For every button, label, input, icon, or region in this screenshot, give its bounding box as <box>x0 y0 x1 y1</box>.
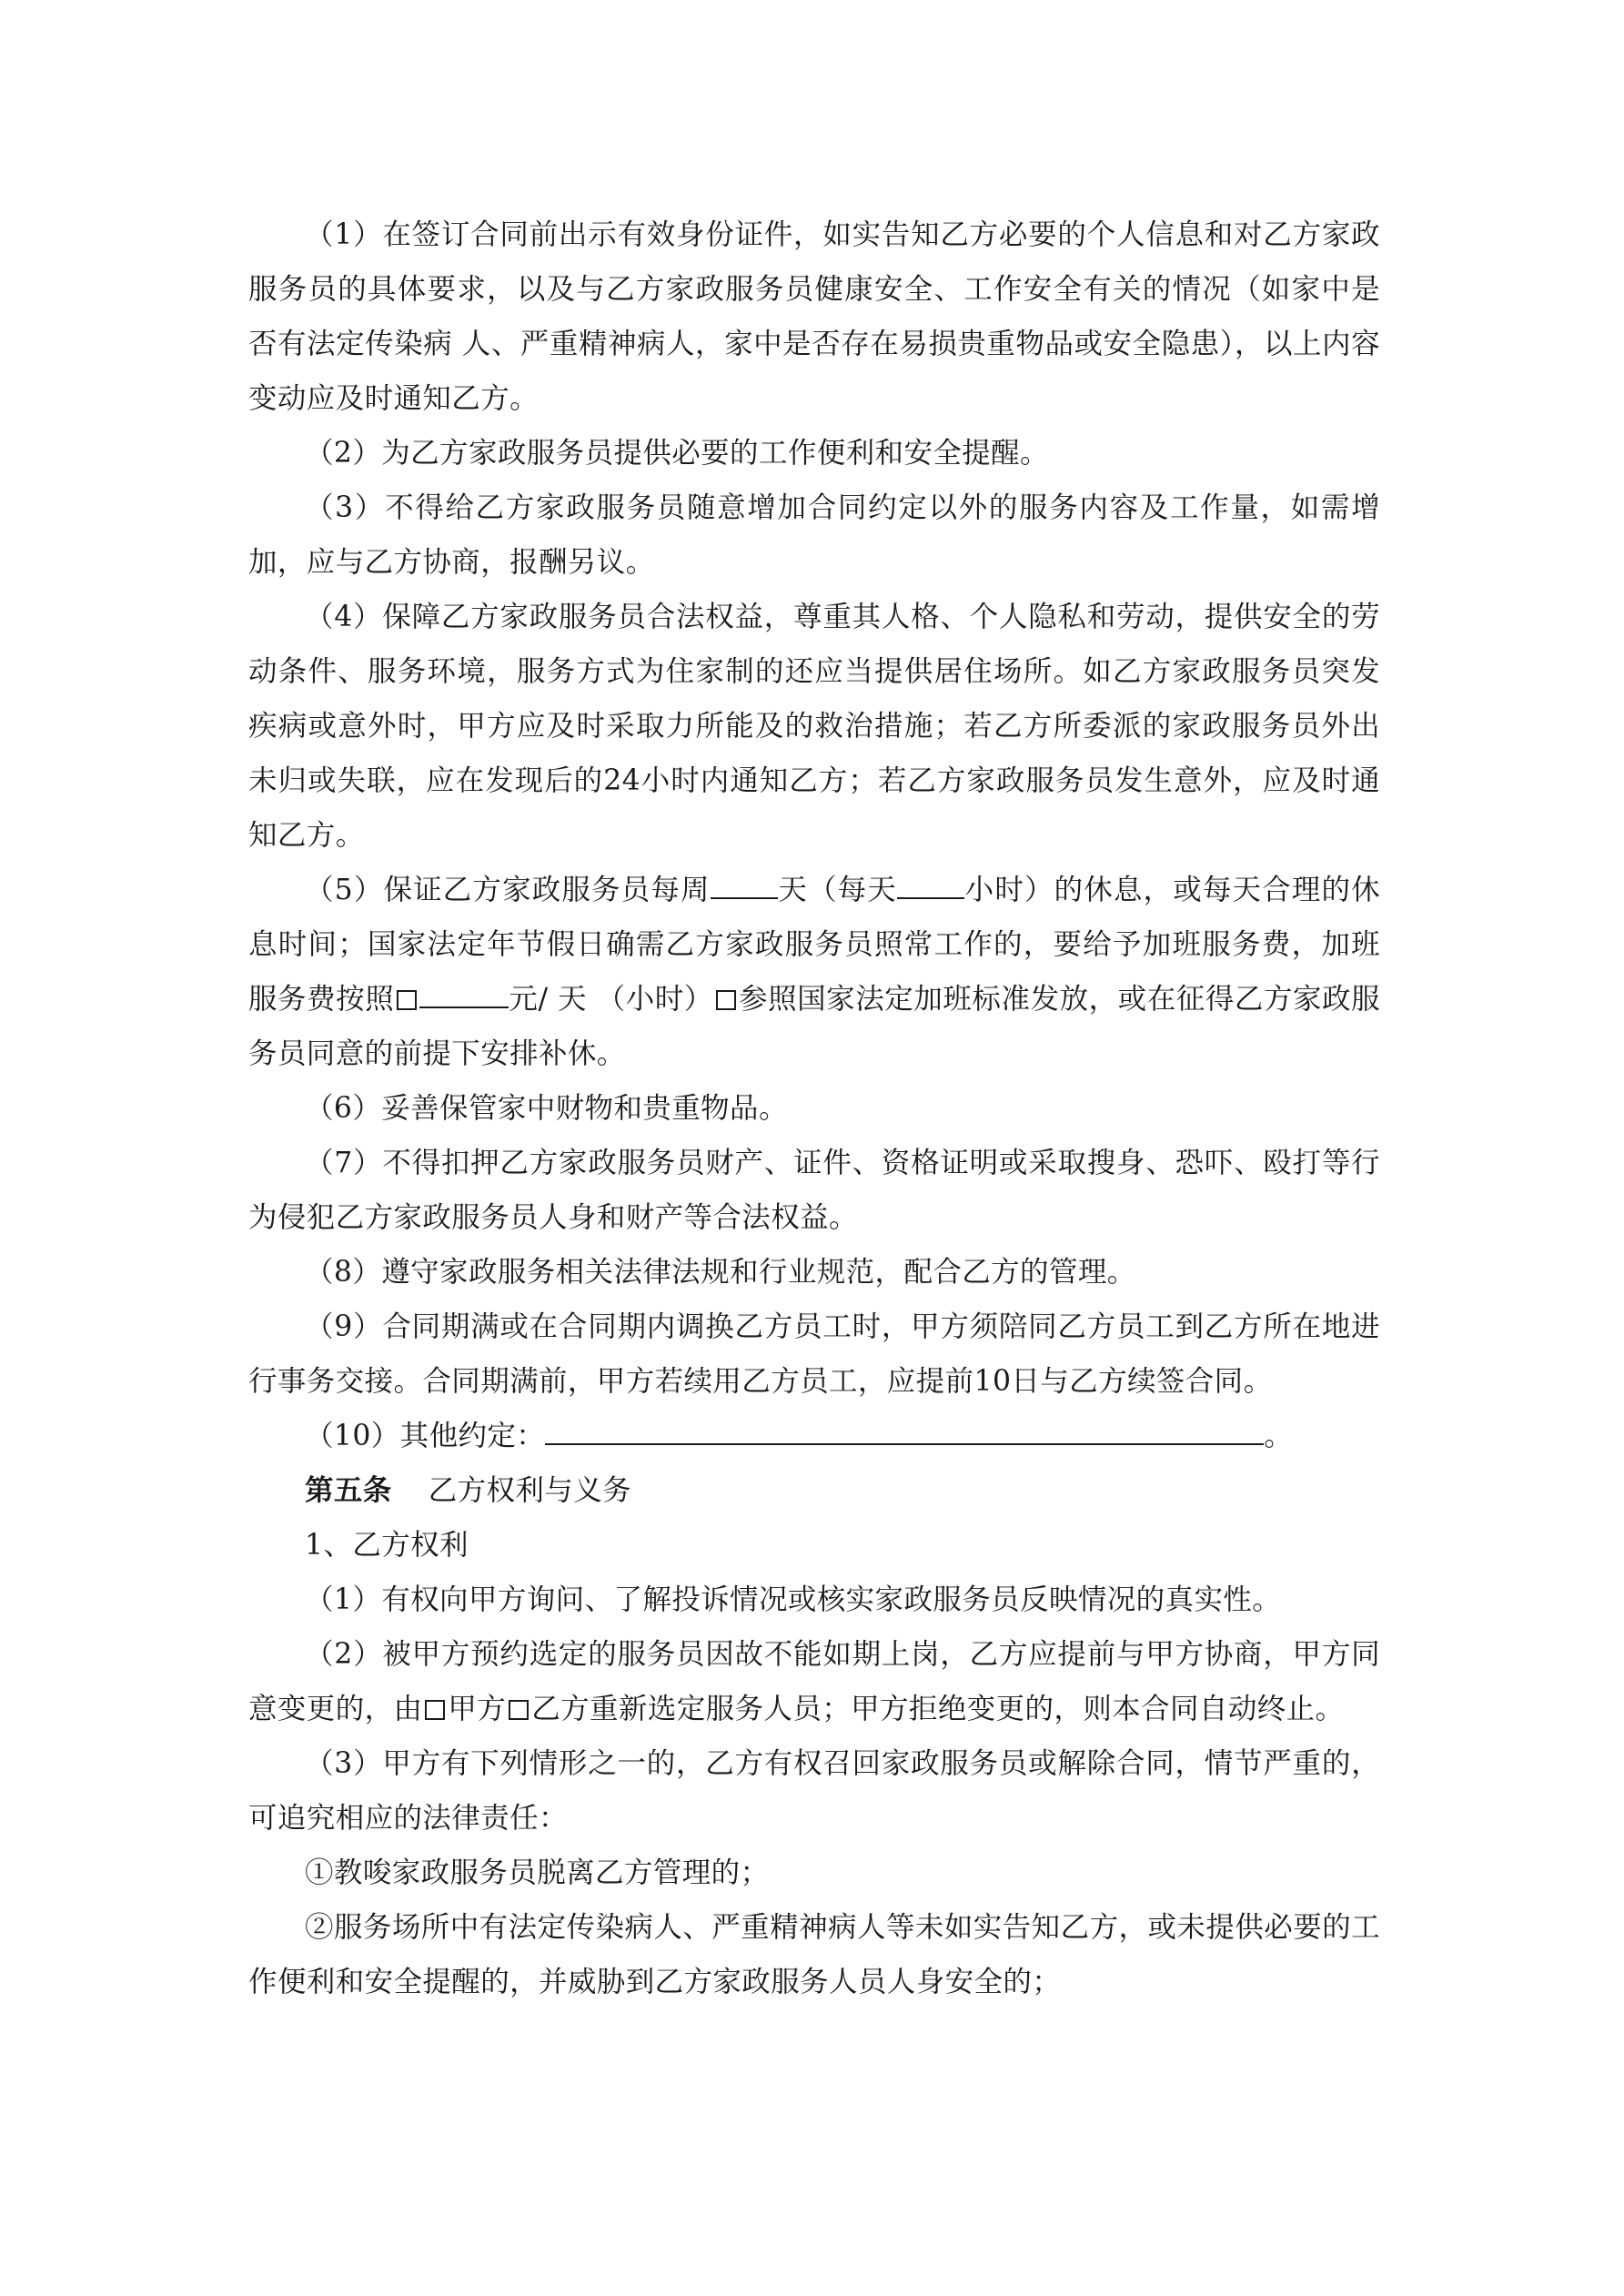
clause-2: （2）为乙方家政服务员提供必要的工作便利和安全提醒。 <box>305 437 1049 470</box>
rest-hours-blank[interactable] <box>897 870 964 899</box>
overtime-rate-blank[interactable] <box>419 979 509 1008</box>
checkbox-overtime-fixed[interactable] <box>397 990 417 1010</box>
right-2 <box>248 1627 1380 1736</box>
clause-10-text-a: （10）其他约定： <box>305 1420 546 1452</box>
checkbox-party-a[interactable] <box>425 1700 445 1720</box>
clause-6: （6）妥善保管家中财物和贵重物品。 <box>305 1092 788 1125</box>
article-5-heading <box>248 1463 1380 1518</box>
clause-5 <box>248 863 1380 1081</box>
other-terms-blank[interactable] <box>545 1416 1264 1445</box>
right-2-text-c: 乙方重新选定服务人员；甲方拒绝变更的，则本合同自动终止。 <box>531 1693 1345 1725</box>
checkbox-overtime-statutory[interactable] <box>716 990 736 1010</box>
right-2-text-a: （2）被甲方预约选定的服务员因故不能如期上岗，乙方应提前与甲方协商，甲方同意变更的，由 <box>248 1638 1380 1725</box>
clause-9: （9）合同期满或在合同期内调换乙方员工时，甲方须陪同乙方员工到乙方所在地进行事务交接。合同期满前，甲方若续用乙方员工，应提前10日与乙方续签合同。 <box>248 1310 1380 1398</box>
subsection-1-heading: 1、乙方权利 <box>305 1529 469 1562</box>
clause-5-text-b: 天（每天 <box>777 874 897 906</box>
clause-4: （4）保障乙方家政服务员合法权益，尊重其人格、个人隐私和劳动，提供安全的劳动条件、服务环境，服务方式为住家制的还应当提供居住场所。如乙方家政服务员突发疾病或意外时，甲方应及时采取力所能及的救治措施；若乙方所委派的家政服务员外出未归或失联，应在发现后的24小时内通知乙方；若乙方家政服务员发生意外，应及时通知乙方。 <box>248 601 1380 852</box>
clause-7: （7）不得扣押乙方家政服务员财产、证件、资格证明或采取搜身、恐吓、殴打等行为侵犯乙方家政服务员人身和财产等合法权益。 <box>248 1147 1380 1234</box>
clause-8: （8）遵守家政服务相关法律法规和行业规范，配合乙方的管理。 <box>305 1256 1136 1289</box>
clause-1: （1）在签订合同前出示有效身份证件，如实告知乙方必要的个人信息和对乙方家政服务员的具体要求，以及与乙方家政服务员健康安全、工作安全有关的情况（如家中是否有法定传染病 人、严重精神病人，家中是否存在易损贵重物品或安全隐患），以上内容变动应及时通知乙方。 <box>248 218 1380 415</box>
right-1: （1）有权向甲方询问、了解投诉情况或核实家政服务员反映情况的真实性。 <box>305 1583 1282 1616</box>
clause-5-text-c: 小时）的休息，或每天合理的休息时间；国家法定年节假日确需乙方家政服务员照常工作的，要给予加班服务费，加班服务费按照 <box>248 874 1380 1016</box>
clause-3: （3）不得给乙方家政服务员随意增加合同约定以外的服务内容及工作量，如需增加，应与乙方协商，报酬另议。 <box>248 491 1380 579</box>
checkbox-party-b[interactable] <box>509 1700 529 1720</box>
rest-days-blank[interactable] <box>711 870 778 899</box>
clause-10-text-b: 。 <box>1264 1420 1294 1452</box>
article-5-label: 第五条 <box>305 1473 392 1507</box>
clause-10 <box>248 1409 1380 1463</box>
clause-5-text-a: （5）保证乙方家政服务员每周 <box>305 874 711 906</box>
clause-5-text-d: 元/ 天 （小时） <box>509 983 713 1016</box>
clause-5-text-e: 参照国家法定加班标准发放，或在征得乙方家政服务员同意的前提下安排补休。 <box>248 983 1380 1070</box>
circumstance-1: ①教唆家政服务员脱离乙方管理的； <box>305 1856 770 1889</box>
article-5-title: 乙方权利与义务 <box>428 1474 632 1507</box>
right-3: （3）甲方有下列情形之一的，乙方有权召回家政服务员或解除合同，情节严重的，可追究相应的法律责任： <box>248 1747 1380 1835</box>
document-body <box>248 207 1380 2009</box>
circumstance-2: ②服务场所中有法定传染病人、严重精神病人等未如实告知乙方，或未提供必要的工作便利和安全提醒的，并威胁到乙方家政服务人员人身安全的； <box>248 1911 1380 1998</box>
right-2-text-b: 甲方 <box>448 1693 507 1725</box>
